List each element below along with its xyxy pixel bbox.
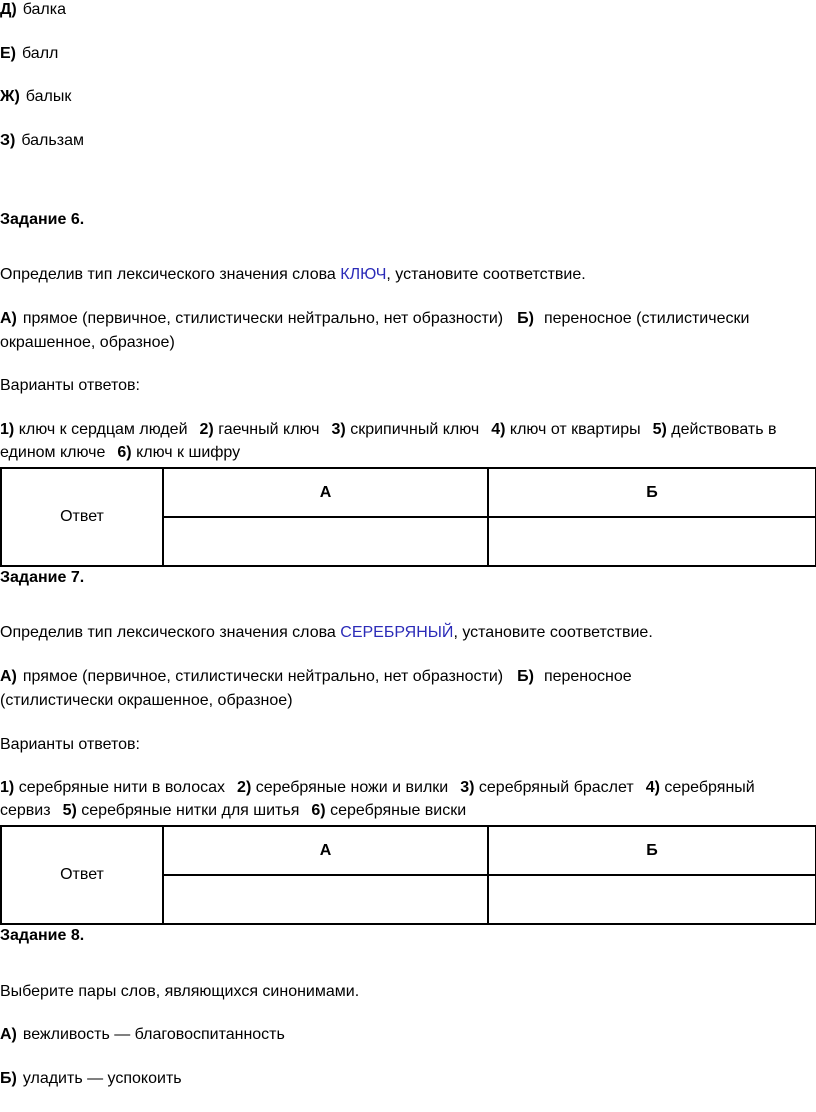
variant-number: 4): [645, 779, 660, 796]
variant-text: серебряные ножи и вилки: [255, 779, 449, 796]
option-d: [0, 0, 66, 20]
variant-text: скрипичный ключ: [350, 421, 480, 438]
variant-number: 2): [237, 779, 252, 796]
column-b-header: Б: [488, 468, 816, 517]
variant-text: серебряные нити в волосах: [18, 779, 226, 796]
option-a-text: прямое (первичное, стилистически нейтрально, нет образности): [22, 668, 504, 685]
option-letter: Е): [0, 45, 16, 62]
variant-number: 2): [199, 421, 214, 438]
variant-text: серебряный браслет: [478, 779, 634, 796]
pair-letter: Б): [0, 1070, 17, 1087]
task6-title: Задание 6.: [0, 211, 85, 228]
variant-text: ключ к шифру: [136, 444, 241, 461]
option-text: балл: [22, 45, 59, 62]
option-text: бальзам: [21, 132, 84, 149]
option-letter: З): [0, 132, 16, 149]
answer-row-label: Ответ: [1, 468, 163, 566]
answer-cell-a[interactable]: [163, 875, 488, 924]
pair-text: вежливость — благовоспитанность: [22, 1026, 285, 1043]
variant-number: 5): [62, 802, 77, 819]
variant-text: серебряный: [664, 779, 755, 796]
task6-variants-label: Варианты ответов:: [0, 377, 140, 394]
option-z: [0, 131, 84, 151]
task6-variants-line1: [0, 420, 776, 440]
task6-option-a-line: [0, 309, 749, 329]
prompt-text: Определив тип лексического значения слова: [0, 266, 341, 283]
variant-number: 6): [311, 802, 326, 819]
option-b-text: переносное (стилистически: [543, 310, 750, 327]
pair-letter: А): [0, 1026, 17, 1043]
option-b-label: Б): [517, 668, 534, 685]
task8-pair-a: [0, 1025, 285, 1045]
option-text: балык: [25, 88, 72, 105]
task7-variants-label: Варианты ответов:: [0, 736, 140, 753]
option-b-text: переносное: [543, 668, 632, 685]
option-letter: Д): [0, 1, 17, 18]
task7-variants-line2: [0, 801, 466, 821]
task6-variants-line2: [0, 443, 240, 463]
task6-prompt: [0, 265, 586, 285]
variant-text: сервиз: [0, 802, 51, 819]
pair-text: уладить — успокоить: [22, 1070, 182, 1087]
task7-variants-line1: [0, 778, 755, 798]
variant-text: едином ключе: [0, 444, 106, 461]
option-letter: Ж): [0, 88, 20, 105]
keyword: КЛЮЧ: [340, 266, 387, 283]
task8-title: Задание 8.: [0, 927, 85, 944]
variant-number: 1): [0, 421, 15, 438]
variant-text: гаечный ключ: [218, 421, 320, 438]
answer-cell-a[interactable]: [163, 517, 488, 566]
option-a-label: А): [0, 668, 17, 685]
option-b-label: Б): [517, 310, 534, 327]
answer-cell-b[interactable]: [488, 875, 816, 924]
task7-prompt: [0, 623, 653, 643]
variant-number: 6): [117, 444, 132, 461]
option-a-label: А): [0, 310, 17, 327]
column-a-header: А: [163, 468, 488, 517]
variant-text: серебряные виски: [330, 802, 467, 819]
task7-option-b-cont: (стилистически окрашенное, образное): [0, 692, 293, 709]
option-text: балка: [22, 1, 67, 18]
option-e: [0, 44, 58, 64]
prompt-text: , установите соответствие.: [453, 624, 653, 641]
column-a-header: А: [163, 826, 488, 875]
answer-cell-b[interactable]: [488, 517, 816, 566]
variant-text: серебряные нитки для шитья: [81, 802, 300, 819]
variant-number: 4): [491, 421, 506, 438]
answer-row-label: Ответ: [1, 826, 163, 924]
variant-number: 5): [652, 421, 667, 438]
variant-number: 1): [0, 779, 15, 796]
variant-text: ключ к сердцам людей: [18, 421, 188, 438]
task7-option-a-line: [0, 667, 632, 687]
task7-title: Задание 7.: [0, 569, 85, 586]
column-b-header: Б: [488, 826, 816, 875]
variant-text: действовать в: [671, 421, 777, 438]
task8-prompt: Выберите пары слов, являющихся синонимами.: [0, 983, 360, 1000]
option-zh: [0, 87, 71, 107]
task7-answer-table: [0, 825, 816, 925]
task6-option-b-cont: окрашенное, образное): [0, 334, 175, 351]
prompt-text: Определив тип лексического значения слова: [0, 624, 341, 641]
keyword: СЕРЕБРЯНЫЙ: [340, 624, 454, 641]
variant-text: ключ от квартиры: [509, 421, 641, 438]
prompt-text: , установите соответствие.: [386, 266, 586, 283]
variant-number: 3): [460, 779, 475, 796]
task8-pair-b: [0, 1069, 182, 1089]
variant-number: 3): [331, 421, 346, 438]
task6-answer-table: [0, 467, 816, 567]
option-a-text: прямое (первичное, стилистически нейтрально, нет образности): [22, 310, 504, 327]
